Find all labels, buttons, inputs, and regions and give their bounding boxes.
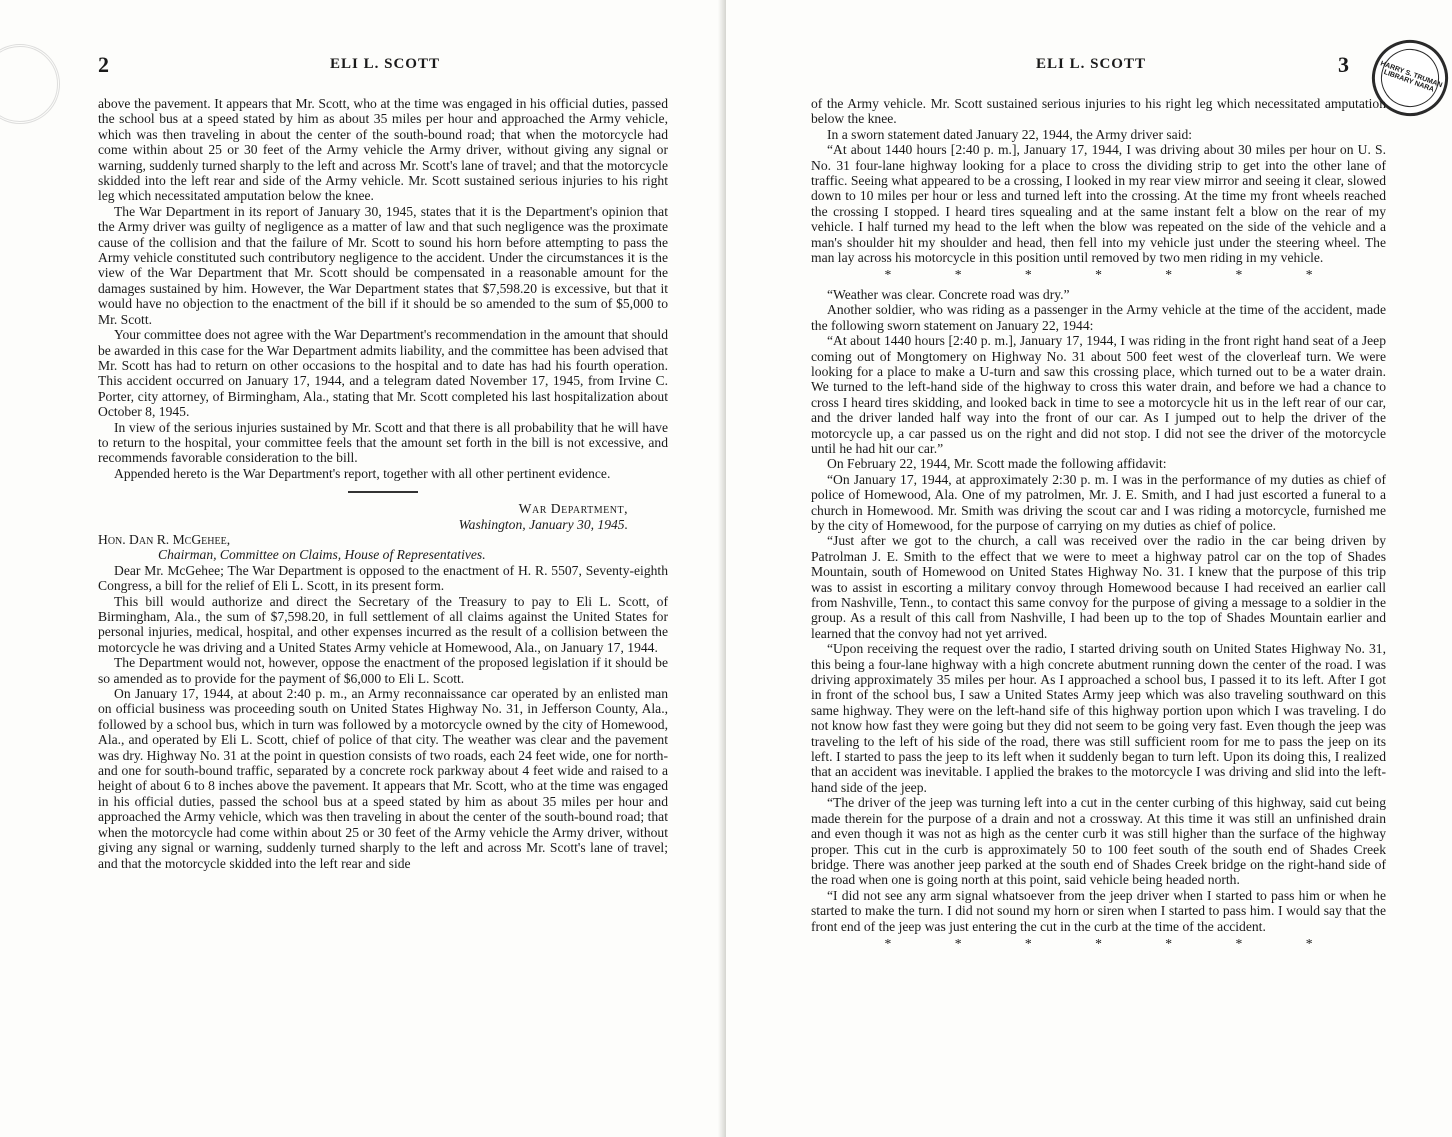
omission-stars: * * * * * * * (884, 267, 1313, 283)
quote-paragraph: “Weather was clear. Concrete road was dry.” (827, 286, 1070, 302)
right-page-body (811, 96, 1386, 955)
paragraph: In view of the serious injuries sustained by Mr. Scott and that there is all probability that he will have to return to the hospital, your committee feels that the amount set forth in the bill is not excessive, and recommends favorable consideration to the bill. (98, 419, 668, 466)
addressee-title: Chairman, Committee on Claims, House of Representatives. (158, 547, 486, 563)
paragraph: above the pavement. It appears that Mr. Scott, who at the time was engaged in his official duties, passed the school bus at a speed stated by him as about 35 miles per hour and approached the Army vehicle, which was then traveling in about the center of the south-bound road; that when the motorcycle had come within about 25 or 30 feet of the Army vehicle the Army driver, without giving any signal or warning, suddenly turned sharply to the left and across Mr. Scott's lane of travel; and that the motorcycle skidded into the left rear and side of the Army vehicle. Mr. Scott sustained serious injuries to his right leg which necessitated amputation below the knee. (98, 96, 668, 204)
paragraph: The War Department in its report of January 30, 1945, states that it is the Department's opinion that the Army driver was guilty of negligence as a matter of law and that such negligence was the proximate cause of the collision and that the failure of Mr. Scott to sound his horn before attempting to pass the Army vehicle constituted such contributory negligence to the accident. Under the circumstances it is the view of the War Department that Mr. Scott should be compensated in a reasonable amount for the damages sustained by him. However, the War Department states that $7,598.20 is excessive, but that it would have no objection to the enactment of the bill if it should be so amended to the sum of $5,000 to Mr. Scott. (98, 203, 668, 327)
salutation-paragraph: Dear Mr. McGehee; The War Department is opposed to the enactment of H. R. 5507, Seventy-eighth Congress, a bill for the relief of Eli L. Scott, in its present form. (98, 562, 668, 594)
paragraph: In a sworn statement dated January 22, 1944, the Army driver said: (827, 126, 1193, 142)
paragraph: of the Army vehicle. Mr. Scott sustained serious injuries to his right leg which necessitated amputation below the knee. (811, 96, 1386, 127)
paragraph: This bill would authorize and direct the Secretary of the Treasury to pay to Eli L. Scott, of Birmingham, Ala., the sum of $7,598.20, in full settlement of all claims against the United States for personal injuries, medical, hospital, and other expenses incurred as the result of a collision between the motorcycle he was driving and a United States Army vehicle at Homewood, Ala., on January 17, 1944. (98, 593, 668, 655)
left-page-body (98, 96, 668, 871)
paragraph: The Department would not, however, oppose the enactment of the proposed legislation if it should be so amended as to provide for the payment of $6,000 to Eli L. Scott. (98, 655, 668, 686)
paragraph: Appended hereto is the War Department's report, together with all other pertinent evidence. (114, 465, 611, 481)
paragraph: On January 17, 1944, at about 2:40 p. m., an Army reconnaissance car operated by an enlisted man on official business was proceeding south on United States Highway No. 31, in Jefferson County, Ala., followed by a school bus, which in turn was followed by a motorcycle owned by the city of Homewood, Ala., and operated by Eli L. Scott, chief of police of that city. The weather was clear and the pavement was dry. Highway No. 31 at the point in question consists of two roads, each 24 feet wide, one for north- and one for south-bound traffic, separated by a concrete rock parkway about 4 feet wide and raised to a height of about 6 to 8 inches above the pavement. It appears that Mr. Scott, who at the time was engaged in his official duties, passed the school bus at a speed stated by him as about 35 miles per hour and approached the Army vehicle, which was then traveling in about the center of the south-bound road; that when the motorcycle had come within about 25 or 30 feet of the Army vehicle the Army driver, without giving any signal or warning, suddenly turned sharply to the left and across Mr. Scott's lane of travel; and that the motorcycle skidded into the left rear and side (98, 686, 668, 871)
letter-addressee (98, 532, 668, 563)
running-head: ELI L. SCOTT (330, 56, 440, 72)
quote-paragraph: “The driver of the jeep was turning left into a cut in the center curbing of this highway, said cut being made therein for the purpose of a drain and not a crossway. At this time it was still an unfinished drain and even though it was not as high as the center curb it was still higher than the surface of the highway proper. This cut in the curb is approximately 50 to 100 feet south of the south end of Shades Creek bridge. There was another jeep parked at the south end of Shades Creek bridge on the right-hand side of the road when one is going north at this point, said vehicle being headed north. (811, 795, 1386, 888)
running-head: ELI L. SCOTT (1036, 56, 1146, 72)
paragraph: Another soldier, who was riding as a passenger in the Army vehicle at the time of the accident, made the following sworn statement on January 22, 1944: (811, 302, 1386, 333)
letter-dateline (98, 501, 628, 532)
quote-paragraph: “On January 17, 1944, at approximately 2:30 p. m. I was in the performance of my duties as chief of police of Homewood, Ala. One of my patrolmen, Mr. J. E. Smith, and I had just escorted a funeral to a church in Homewood. Mr. Smith was driving the scout car and I was riding a motorcycle, furnished me by the city of Homewood, for the purpose of carrying on my duties as chief of police. (811, 471, 1386, 533)
sender-department: War Department, (518, 501, 628, 517)
right-page (726, 0, 1452, 1137)
quote-paragraph: “Upon receiving the request over the radio, I started driving south on United States Highway No. 31, this being a four-lane highway with a high concrete abutment running down the center of the road. I was driving approximately 35 miles per hour. As I approached a school bus, I passed it to its left. After I got in front of the school bus, I saw a United States Army jeep which was also traveling southward on this same highway. They were on the left-hand sife of this highway portion upon which I was traveling. I do not know how fast they were going but they did not seem to be going very fast. Even though the jeep was traveling to the left of his side of the road, there was still sufficient room for me to pass the jeep on its left. I started to pass the jeep to its left when it suddenly began to turn left. Upon its doing this, I realized that an accident was inevitable. I applied the brakes to the motorcycle I was driving and slid into the left-hand side of the jeep. (811, 641, 1386, 795)
omission-stars: * * * * * * * (884, 935, 1313, 951)
quote-paragraph: “Just after we got to the church, a call was received over the radio in the car being driven by Patrolman J. E. Smith to the effect that we were to meet a highway patrol car on the top of Shades Mountain, south of Homewood on United States Highway No. 31. I knew that the purpose of this trip was to assist in escorting a military convoy through Homewood because I had received an earlier call from Nashville, Tenn., to contact this same convoy for the purpose of giving a message to a soldier in the group. As a result of this call from Nashville, I had been up to the top of Shades Mountain earlier and learned that the convoy had not yet arrived. (811, 533, 1386, 641)
quote-paragraph: “At about 1440 hours [2:40 p. m.], January 17, 1944, I was riding in the front right hand seat of a Jeep coming out of Mongtomery on Highway No. 31 about 500 feet west of the cloverleaf turn. We were looking for a place to make a U-turn and saw this crossing place, which turned out to be a water drain. We turned to the left-hand side of the highway to cross this water drain, and before we had a chance to cross I heard tires skidding, and looked back in time to see a motorcycle hit us in the left rear of our car, and the driver landed half way into the front of our car. As I jumped out to help the driver of the motorcycle up, a car passed us on the right and did not stop. I did not see the driver of the motorcycle until he had hit our car.” (811, 333, 1386, 456)
paragraph: On February 22, 1944, Mr. Scott made the following affidavit: (827, 456, 1167, 472)
quote-paragraph: “At about 1440 hours [2:40 p. m.], January 17, 1944, I was driving about 30 miles per hour on U. S. No. 31 four-lane highway looking for a place to cross the dividing strip to get into the other lane of traffic. Seeing what appeared to be a crossing, I looked in my rear view mirror and seeing it clear, slowed down to 10 miles per hour or less and turned left into the crossing. At the time my front wheels reached the crossing I stopped. I heard tires squealing and at the same instant felt a blow on the rear of my vehicle. I half turned my head to the left when the blow was repeated on the side of the vehicle and a man's shoulder hit my shoulder and head, then fell into my vehicle just under the steering wheel. The man lay across his motorcycle in this position until removed by two men riding in my vehicle. (811, 142, 1386, 266)
quote-paragraph: “I did not see any arm signal whatsoever from the jeep driver when I started to pass him or when he started to make the turn. I did not sound my horn or siren when I started to pass him. I would say that the front end of the jeep was just entering the cut in the curb at the time of the accident. (811, 887, 1386, 934)
addressee-name: Hon. Dan R. McGehee, (98, 531, 231, 547)
paragraph: Your committee does not agree with the War Department's recommendation in the amount that should be awarded in this case for the War Department admits liability, and the committee has been advised that Mr. Scott has had to return on other occasions to the hospital and to date has had his fourth operation. This accident occurred on January 17, 1944, and a telegram dated November 17, 1945, from Irvine C. Porter, city attorney, of Birmingham, Ala., stating that Mr. Scott completed his last hospitalization about October 8, 1945. (98, 327, 668, 420)
sender-location-date: Washington, January 30, 1945. (458, 516, 628, 532)
page-number: 3 (1338, 52, 1349, 77)
section-divider (348, 491, 418, 493)
page-number: 2 (98, 52, 109, 77)
faint-library-stamp (0, 44, 60, 124)
stamp-text: HARRY S. TRUMAN LIBRARY NARA (1379, 60, 1444, 94)
